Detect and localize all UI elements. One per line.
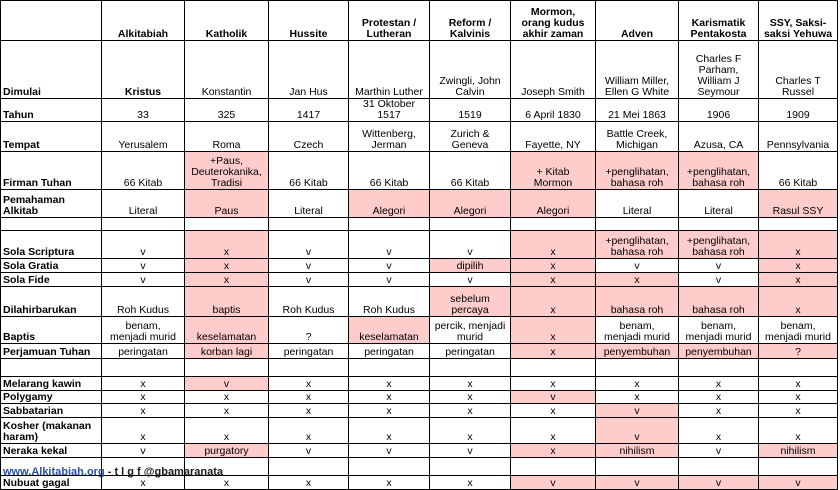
table-cell [349, 458, 430, 476]
table-row [1, 259, 838, 273]
table-cell: v [596, 404, 679, 418]
table-cell: x [759, 377, 838, 391]
table-cell [679, 458, 759, 476]
table-cell: korban lagi [185, 344, 269, 359]
table-cell: x [269, 418, 349, 444]
table-cell: benam, menjadi murid [102, 317, 185, 344]
table-cell: x [679, 377, 759, 391]
site-link[interactable]: www.Alkitabiah.org [3, 466, 105, 478]
table-cell: Literal [679, 190, 759, 218]
table-cell: +Paus, Deuterokanika, Tradisi [185, 152, 269, 190]
header-cell [1, 1, 102, 41]
table-row [1, 444, 838, 458]
table-cell [511, 218, 596, 231]
table-row [1, 359, 838, 377]
table-cell: v [102, 259, 185, 273]
table-cell: x [759, 273, 838, 287]
table-cell [102, 359, 185, 377]
header-cell: Katholik [185, 1, 269, 41]
table-cell: v [430, 231, 511, 259]
table-cell: x [430, 377, 511, 391]
table-cell: x [511, 273, 596, 287]
table-cell: v [596, 418, 679, 444]
table-row [1, 99, 838, 122]
table-row [1, 404, 838, 418]
table-cell [269, 359, 349, 377]
table-cell: v [759, 476, 838, 490]
table-cell: Roh Kudus [102, 287, 185, 317]
table-cell [349, 359, 430, 377]
table-cell: v [430, 273, 511, 287]
table-cell: x [269, 377, 349, 391]
table-cell: 1519 [430, 99, 511, 122]
table-cell: x [511, 317, 596, 344]
table-row [1, 190, 838, 218]
table-cell [596, 359, 679, 377]
row-label: Pemahaman Alkitab [1, 190, 102, 218]
table-cell: 33 [102, 99, 185, 122]
table-cell: 1906 [679, 99, 759, 122]
table-cell: Zurich & Geneva [430, 122, 511, 152]
table-cell: peringatan [102, 344, 185, 359]
table-cell: peringatan [430, 344, 511, 359]
table-cell: v [349, 273, 430, 287]
table-cell: Alegori [349, 190, 430, 218]
row-label [1, 359, 102, 377]
table-cell [679, 218, 759, 231]
table-cell: Zwingli, John Calvin [430, 41, 511, 99]
table-cell: v [102, 444, 185, 458]
row-label: Baptis [1, 317, 102, 344]
table-cell: Kristus [102, 41, 185, 99]
table-cell: v [596, 476, 679, 490]
header-row [1, 1, 838, 41]
table-cell: 1909 [759, 99, 838, 122]
table-cell: x [679, 404, 759, 418]
table-cell: ? [269, 317, 349, 344]
table-cell: sebelum percaya [430, 287, 511, 317]
row-label: Tahun [1, 99, 102, 122]
footer-credit [3, 466, 223, 478]
table-cell: v [102, 231, 185, 259]
table-cell: purgatory [185, 444, 269, 458]
table-row [1, 418, 838, 444]
table-cell: v [511, 391, 596, 404]
table-cell: 1417 [269, 99, 349, 122]
table-cell: peringatan [269, 344, 349, 359]
table-cell [430, 458, 511, 476]
table-cell [269, 458, 349, 476]
table-cell: x [511, 231, 596, 259]
table-cell: x [102, 476, 185, 490]
table-cell: William Miller, Ellen G White [596, 41, 679, 99]
table-cell: 21 Mei 1863 [596, 99, 679, 122]
table-cell: Joseph Smith [511, 41, 596, 99]
table-cell: x [511, 259, 596, 273]
table-cell: x [679, 418, 759, 444]
table-cell: Paus [185, 190, 269, 218]
header-cell: Mormon, orang kudus akhir zaman [511, 1, 596, 41]
row-label: Sabbatarian [1, 404, 102, 418]
table-cell: x [430, 404, 511, 418]
table-cell: v [349, 444, 430, 458]
table-cell: v [679, 259, 759, 273]
row-label: Perjamuan Tuhan [1, 344, 102, 359]
header-cell: SSY, Saksi- saksi Yehuwa [759, 1, 838, 41]
table-cell: x [511, 444, 596, 458]
row-label [1, 218, 102, 231]
table-cell: +penglihatan, bahasa roh [596, 231, 679, 259]
table-cell: baptis [185, 287, 269, 317]
table-cell: Alegori [430, 190, 511, 218]
table-cell [759, 218, 838, 231]
table-cell: Marthin Luther [349, 41, 430, 99]
table-cell: v [269, 273, 349, 287]
table-cell [349, 218, 430, 231]
table-cell: Roh Kudus [349, 287, 430, 317]
table-cell: benam, menjadi murid [596, 317, 679, 344]
table-cell: 66 Kitab [269, 152, 349, 190]
table-cell: keselamatan [349, 317, 430, 344]
table-row [1, 273, 838, 287]
table-cell: v [679, 476, 759, 490]
table-cell: x [430, 476, 511, 490]
table-cell: benam, menjadi murid [679, 317, 759, 344]
table-cell: x [102, 404, 185, 418]
table-cell [679, 359, 759, 377]
table-cell: x [430, 418, 511, 444]
row-label: Firman Tuhan [1, 152, 102, 190]
table-cell: Pennsylvania [759, 122, 838, 152]
table-cell: 6 April 1830 [511, 99, 596, 122]
table-cell: penyembuhan [679, 344, 759, 359]
table-cell: x [430, 391, 511, 404]
table-cell [759, 458, 838, 476]
table-cell: Rasul SSY [759, 190, 838, 218]
table-row [1, 218, 838, 231]
table-cell: Czech [269, 122, 349, 152]
table-cell: Azusa, CA [679, 122, 759, 152]
table-cell: v [430, 444, 511, 458]
table-cell: 66 Kitab [349, 152, 430, 190]
table-cell: +penglihatan, bahasa roh [679, 231, 759, 259]
table-cell: Roh Kudus [269, 287, 349, 317]
table-cell: nihilism [759, 444, 838, 458]
table-cell: x [511, 287, 596, 317]
table-cell: ? [759, 344, 838, 359]
table-cell: Yerusalem [102, 122, 185, 152]
table-cell: x [511, 418, 596, 444]
table-cell: nihilism [596, 444, 679, 458]
table-row [1, 41, 838, 99]
table-cell: Literal [102, 190, 185, 218]
table-cell: x [349, 404, 430, 418]
table-cell [430, 218, 511, 231]
table-row [1, 317, 838, 344]
table-cell: x [679, 391, 759, 404]
table-cell: 66 Kitab [102, 152, 185, 190]
table-cell: x [269, 391, 349, 404]
header-cell: Hussite [269, 1, 349, 41]
table-cell: Fayette, NY [511, 122, 596, 152]
table-cell: x [185, 391, 269, 404]
table-row [1, 287, 838, 317]
table-cell: Battle Creek, Michigan [596, 122, 679, 152]
social-handles: - t l g f @gbamaranata [104, 466, 223, 478]
table-cell: x [596, 391, 679, 404]
row-label: Neraka kekal [1, 444, 102, 458]
table-cell: 66 Kitab [759, 152, 838, 190]
table-cell: 66 Kitab [430, 152, 511, 190]
row-label: Sola Gratia [1, 259, 102, 273]
table-cell: + Kitab Mormon [511, 152, 596, 190]
table-cell: x [269, 404, 349, 418]
row-label: Melarang kawin [1, 377, 102, 391]
table-cell: Charles F Parham, William J Seymour [679, 41, 759, 99]
table-cell: +penglihatan, bahasa roh [596, 152, 679, 190]
row-label: Polygamy [1, 391, 102, 404]
header-cell: Adven [596, 1, 679, 41]
table-row [1, 122, 838, 152]
table-body [1, 1, 838, 490]
row-label: Sola Fide [1, 273, 102, 287]
table-cell: x [759, 391, 838, 404]
table-cell: v [596, 259, 679, 273]
table-cell: x [185, 404, 269, 418]
table-cell: x [185, 418, 269, 444]
table-cell: x [269, 476, 349, 490]
table-cell: Wittenberg, Jerman [349, 122, 430, 152]
table-cell: x [102, 391, 185, 404]
table-row [1, 377, 838, 391]
table-cell: x [349, 377, 430, 391]
table-cell: 325 [185, 99, 269, 122]
table-cell: v [269, 444, 349, 458]
table-cell [430, 359, 511, 377]
table-cell: x [349, 418, 430, 444]
table-cell: penyembuhan [596, 344, 679, 359]
table-row [1, 344, 838, 359]
header-cell: Karismatik Pentakosta [679, 1, 759, 41]
table-cell [596, 218, 679, 231]
table-cell [102, 218, 185, 231]
table-cell: 31 Oktober 1517 [349, 99, 430, 122]
table-cell [596, 458, 679, 476]
table-cell: Literal [269, 190, 349, 218]
table-cell: x [349, 476, 430, 490]
table-cell [511, 458, 596, 476]
row-label: Dilahirbarukan [1, 287, 102, 317]
row-label: Dimulai [1, 41, 102, 99]
row-label: Nubuat gagal [1, 476, 102, 490]
table-cell: dipilih [430, 259, 511, 273]
row-label: Kosher (makanan haram) [1, 418, 102, 444]
table-cell: x [185, 273, 269, 287]
table-cell [185, 359, 269, 377]
table-cell: x [185, 231, 269, 259]
table-cell: x [102, 418, 185, 444]
table-cell [185, 218, 269, 231]
header-cell: Alkitabiah [102, 1, 185, 41]
table-cell: x [759, 404, 838, 418]
table-cell: x [185, 259, 269, 273]
table-cell: Alegori [511, 190, 596, 218]
table-cell: x [759, 259, 838, 273]
table-row [1, 391, 838, 404]
table-cell: x [511, 404, 596, 418]
table-cell: Roma [185, 122, 269, 152]
table-cell: v [349, 259, 430, 273]
table-cell: x [759, 287, 838, 317]
table-cell: Jan Hus [269, 41, 349, 99]
table-cell: x [511, 344, 596, 359]
table-cell: v [269, 259, 349, 273]
table-cell: Literal [596, 190, 679, 218]
table-cell: v [511, 476, 596, 490]
table-cell: peringatan [349, 344, 430, 359]
table-cell: bahasa roh [679, 287, 759, 317]
table-cell: v [185, 377, 269, 391]
table-cell: +penglihatan, bahasa roh [679, 152, 759, 190]
table-cell: v [679, 444, 759, 458]
header-cell: Protestan / Lutheran [349, 1, 430, 41]
table-cell: percik, menjadi murid [430, 317, 511, 344]
row-label: Tempat [1, 122, 102, 152]
table-cell: x [349, 391, 430, 404]
table-cell: bahasa roh [596, 287, 679, 317]
table-cell: v [679, 273, 759, 287]
table-cell: x [596, 377, 679, 391]
table-cell: keselamatan [185, 317, 269, 344]
table-cell: x [102, 377, 185, 391]
table-cell: x [759, 418, 838, 444]
table-cell [511, 359, 596, 377]
header-cell: Reform / Kalvinis [430, 1, 511, 41]
table-cell: x [759, 231, 838, 259]
table-cell: v [349, 231, 430, 259]
table-row [1, 231, 838, 259]
row-label: Sola Scriptura [1, 231, 102, 259]
table-cell: Konstantin [185, 41, 269, 99]
table-cell: Charles T Russel [759, 41, 838, 99]
table-row [1, 152, 838, 190]
table-cell: x [185, 476, 269, 490]
table-cell: v [102, 273, 185, 287]
table-cell: benam, menjadi murid [759, 317, 838, 344]
table-cell: x [511, 377, 596, 391]
table-cell: x [596, 273, 679, 287]
table-cell [759, 359, 838, 377]
table-cell: v [269, 231, 349, 259]
table-cell [269, 218, 349, 231]
